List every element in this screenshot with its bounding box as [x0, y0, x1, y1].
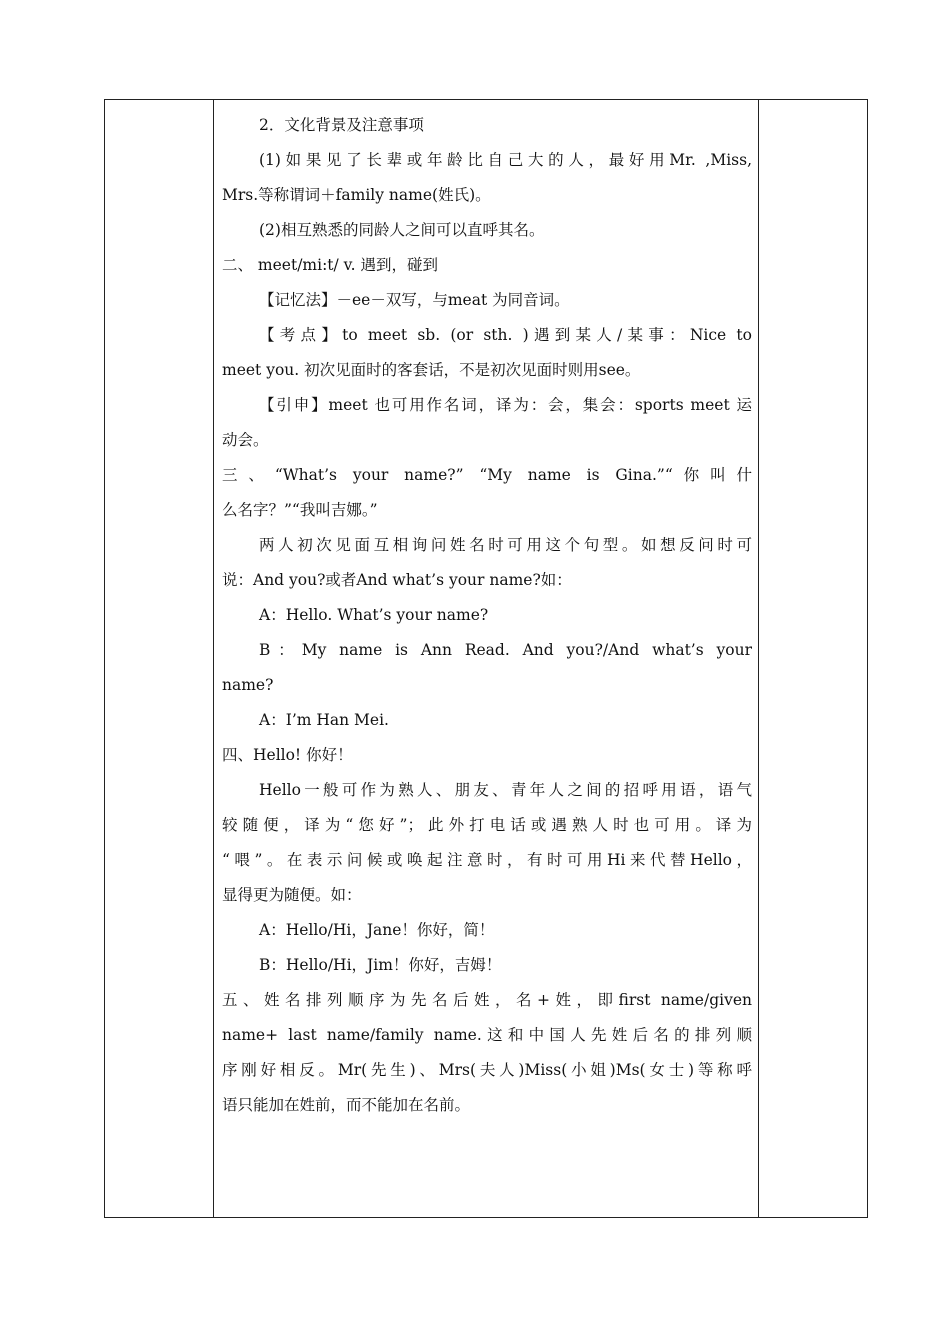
- text-line: 语只能加在姓前，而不能加在名前。: [222, 1096, 471, 1114]
- right-column-cell: [758, 100, 867, 1217]
- text-line: 【引申】meet 也可用作名词，译为：会，集会：sports meet 运: [259, 396, 752, 414]
- text-line: Mrs.等称谓词＋family name(姓氏)。: [222, 186, 491, 204]
- text-line: 较随便，译为“您好”；此外打电话或遇熟人时也可用。译为: [222, 816, 752, 834]
- text-line: B：Hello/Hi，Jim！你好，吉姆！: [259, 956, 502, 974]
- text-line: A：Hello/Hi，Jane！你好，简！: [259, 921, 495, 939]
- text-line: Hello一般可作为熟人、朋友、青年人之间的招呼用语，语气: [259, 781, 752, 799]
- main-content-cell: [214, 100, 760, 1217]
- text-line: 动会。: [222, 431, 269, 449]
- text-line: 么名字？”“我叫吉娜。”: [222, 501, 378, 519]
- text-line: 序刚好相反。Mr(先生)、Mrs(夫人)Miss(小姐)Ms(女士)等称呼: [222, 1061, 752, 1079]
- text-line: 三、“What’s your name?” “My name is Gina.”“你叫什: [222, 466, 752, 484]
- text-line: 五、姓名排列顺序为先名后姓，名+姓，即first name/given: [222, 991, 752, 1009]
- text-line: 【记忆法】－ee－双写，与meat 为同音词。: [259, 291, 570, 309]
- text-line: (1)如果见了长辈或年龄比自己大的人，最好用Mr. ,Miss,: [259, 151, 752, 169]
- text-line: 两人初次见面互相询问姓名时可用这个句型。如想反问时可: [259, 536, 752, 554]
- text-line: name+ last name/family name.这和中国人先姓后名的排列顺: [222, 1026, 752, 1044]
- document-table: [104, 99, 868, 1218]
- text-line: A：I’m Han Mei.: [259, 711, 389, 729]
- text-line: meet you. 初次见面时的客套话，不是初次见面时则用see。: [222, 361, 641, 379]
- left-column-cell: [105, 100, 214, 1217]
- text-line: 四、Hello! 你好！: [222, 746, 353, 764]
- text-line: A：Hello. What’s your name?: [259, 606, 489, 624]
- text-line: 显得更为随便。如：: [222, 886, 362, 904]
- text-line: 二、 meet/mi:t/ v. 遇到，碰到: [222, 256, 438, 274]
- text-line: 【考点】to meet sb. (or sth. )遇到某人/某事：Nice to: [259, 326, 752, 344]
- text-line: (2)相互熟悉的同龄人之间可以直呼其名。: [259, 221, 545, 239]
- text-line: name?: [222, 676, 274, 694]
- text-line: 说：And you?或者And what’s your name?如：: [222, 571, 572, 589]
- text-line: B：My name is Ann Read. And you?/And what’s your: [259, 641, 752, 659]
- text-line: 2．文化背景及注意事项: [259, 116, 424, 134]
- text-line: “喂”。在表示问候或唤起注意时，有时可用Hi来代替Hello，: [222, 851, 752, 869]
